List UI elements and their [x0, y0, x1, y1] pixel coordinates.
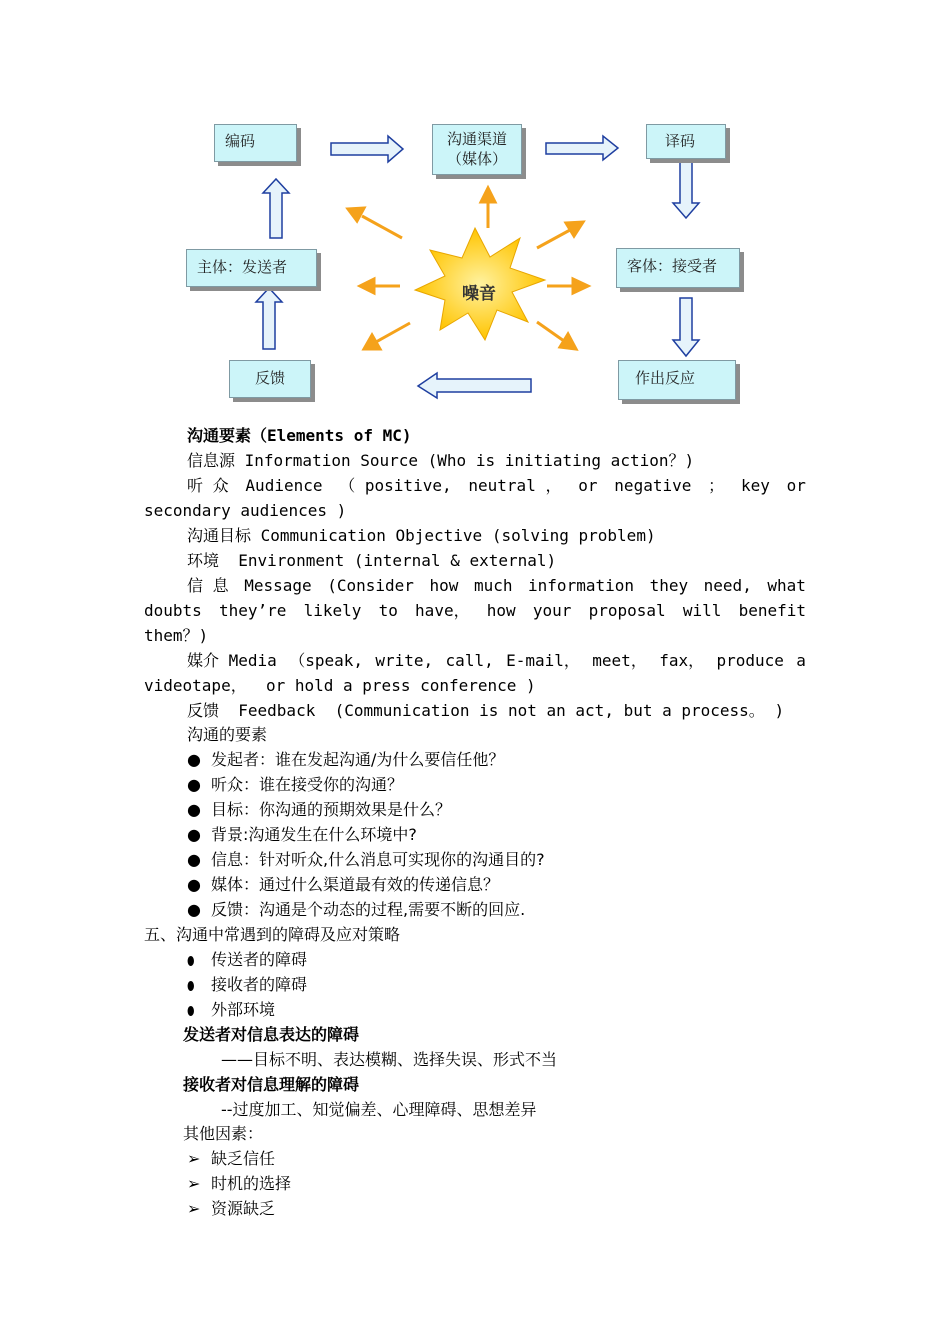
- media-word: 媒介 Media: [187, 651, 277, 670]
- encode-box: [214, 124, 297, 162]
- message-word: what: [767, 576, 806, 595]
- arrowhead-bullet-icon: ➢: [187, 1199, 201, 1218]
- bullet-dot-icon: ●: [187, 900, 201, 919]
- factor-text: 听众：谁在接受你的沟通？: [211, 775, 404, 794]
- message-word: much: [473, 576, 513, 595]
- elements-heading: 沟通要素（Elements of MC): [187, 426, 412, 445]
- message-word: how: [429, 576, 459, 595]
- audience-word: or: [578, 476, 598, 495]
- factor-text: 媒体：通过什么渠道最有效的传递信息？: [211, 875, 500, 894]
- bullet-ellipse-icon: ⬮: [187, 979, 195, 993]
- message-word: have，: [415, 601, 470, 620]
- bullet-ellipse-icon: ⬮: [187, 1004, 195, 1018]
- element-audience-line1: [187, 476, 806, 496]
- bullet-dot-icon: ●: [187, 775, 201, 794]
- barrier-text: 外部环境: [211, 1000, 276, 1019]
- sender-barrier-heading: 发送者对信息表达的障碍: [183, 1025, 360, 1044]
- factor-text: 发起者：谁在发起沟通/为什么要信任他？: [211, 750, 505, 769]
- factors-heading: 沟通的要素: [187, 725, 268, 744]
- element-message-line1: [187, 576, 806, 596]
- element-environment: 环境 Environment (internal & external): [187, 551, 557, 570]
- element-source: 信息源 Information Source (Who is initiating action？): [187, 451, 695, 470]
- audience-word: neutral ，: [468, 476, 562, 495]
- receiver-barrier-detail: --过度加工、知觉偏差、心理障碍、思想差异: [221, 1100, 537, 1119]
- message-word: to: [378, 601, 398, 620]
- audience-word: key: [740, 476, 770, 495]
- element-media-line2: videotape， or hold a press conference ): [144, 676, 536, 695]
- feedback-label: 反馈: [255, 369, 286, 387]
- receiver-barrier-heading: 接收者对信息理解的障碍: [183, 1075, 360, 1094]
- message-word: proposal: [588, 601, 666, 620]
- arrowhead-bullet-icon: ➢: [187, 1149, 201, 1168]
- factor-text: 信息：针对听众,什么消息可实现你的沟通目的?: [211, 850, 545, 869]
- list-item: [187, 1149, 275, 1169]
- message-word: benefit: [738, 601, 806, 620]
- bullet-dot-icon: ●: [187, 875, 201, 894]
- noise-label: 噪音: [462, 284, 496, 304]
- arrow-receiver-to-response: [673, 298, 699, 356]
- factor-text: 反馈：沟通是个动态的过程,需要不断的回应.: [211, 900, 526, 919]
- arrow-channel-to-decode: [546, 136, 618, 160]
- receiver-label: 客体：接受者: [627, 257, 718, 275]
- list-item: [187, 900, 525, 920]
- channel-box: [432, 124, 522, 175]
- audience-word: or: [786, 476, 806, 495]
- audience-word: negative: [614, 476, 692, 495]
- audience-word: （ positive,: [339, 476, 452, 495]
- sender-barrier-detail: ——目标不明、表达模糊、选择失误、形式不当: [221, 1050, 558, 1069]
- media-word: a: [796, 651, 806, 670]
- media-word: fax，: [659, 651, 705, 670]
- other-factor-text: 缺乏信任: [211, 1149, 276, 1168]
- bullet-dot-icon: ●: [187, 800, 201, 819]
- message-word: they’re: [218, 601, 287, 620]
- media-word: produce: [716, 651, 784, 670]
- element-objective: 沟通目标 Communication Objective (solving problem): [187, 526, 656, 545]
- channel-label: 沟通渠道: [446, 130, 507, 148]
- message-word: doubts: [144, 601, 202, 620]
- feedback-box: [229, 360, 311, 398]
- sender-box: [186, 249, 317, 287]
- diagram-arrows: [0, 0, 950, 410]
- sender-label: 主体：发送者: [197, 258, 288, 276]
- barrier-text: 接收者的障碍: [211, 975, 308, 994]
- response-label: 作出反应: [635, 369, 696, 387]
- arrow-response-to-feedback: [418, 373, 531, 398]
- element-media-line1: [187, 651, 806, 671]
- bullet-ellipse-icon: ⬮: [187, 954, 195, 968]
- communication-process-diagram: [0, 0, 950, 410]
- arrow-feedback-to-sender: [256, 288, 282, 349]
- other-factor-text: 资源缺乏: [211, 1199, 276, 1218]
- list-item: [187, 875, 499, 895]
- list-item: [187, 1000, 275, 1021]
- media-word: E-mail，: [506, 651, 580, 670]
- audience-word: Audience: [245, 476, 323, 495]
- media-word: meet，: [592, 651, 647, 670]
- media-word: write,: [375, 651, 434, 670]
- barriers-heading: 五、沟通中常遇到的障碍及应对策略: [144, 925, 401, 944]
- list-item: [187, 775, 403, 795]
- other-factor-text: 时机的选择: [211, 1174, 292, 1193]
- element-audience-line2: secondary audiences ): [144, 501, 347, 520]
- element-message-line2: [144, 601, 806, 621]
- list-item: [187, 950, 307, 971]
- list-item: [187, 1174, 291, 1194]
- element-feedback: 反馈 Feedback (Communication is not an act, but a process。 ): [187, 701, 785, 720]
- decode-label: 译码: [665, 132, 696, 150]
- arrow-encode-to-channel: [331, 136, 403, 162]
- audience-word: ；: [708, 476, 725, 495]
- audience-word: 听 众: [187, 476, 229, 495]
- factor-text: 目标：你沟通的预期效果是什么？: [211, 800, 452, 819]
- list-item: [187, 825, 417, 845]
- message-word: your: [532, 601, 572, 620]
- barrier-text: 传送者的障碍: [211, 950, 308, 969]
- list-item: [187, 1199, 275, 1219]
- bullet-dot-icon: ●: [187, 750, 201, 769]
- message-word: 信 息: [187, 576, 229, 595]
- factor-text: 背景:沟通发生在什么环境中?: [211, 825, 417, 844]
- receiver-box: [616, 248, 740, 288]
- element-message-line3: them？): [144, 626, 209, 645]
- bullet-dot-icon: ●: [187, 850, 201, 869]
- message-word: how: [486, 601, 516, 620]
- bullet-dot-icon: ●: [187, 825, 201, 844]
- decode-box: [646, 124, 726, 159]
- list-item: [187, 850, 545, 870]
- arrow-sender-to-encode: [263, 179, 289, 238]
- list-item: [187, 975, 307, 996]
- other-factors-heading: 其他因素：: [183, 1124, 264, 1143]
- message-word: (Consider: [327, 576, 414, 595]
- message-word: need,: [703, 576, 752, 595]
- media-word: call,: [445, 651, 494, 670]
- message-word: they: [649, 576, 689, 595]
- response-box: [618, 360, 736, 400]
- list-item: [187, 800, 451, 820]
- message-word: will: [682, 601, 722, 620]
- channel-sublabel: （媒体）: [446, 150, 507, 168]
- arrowhead-bullet-icon: ➢: [187, 1174, 201, 1193]
- encode-label: 编码: [225, 132, 256, 150]
- message-word: Message: [244, 576, 312, 595]
- arrow-decode-to-receiver: [673, 162, 699, 218]
- message-word: information: [528, 576, 634, 595]
- media-word: （speak,: [289, 651, 363, 670]
- message-word: likely: [303, 601, 362, 620]
- list-item: [187, 750, 504, 770]
